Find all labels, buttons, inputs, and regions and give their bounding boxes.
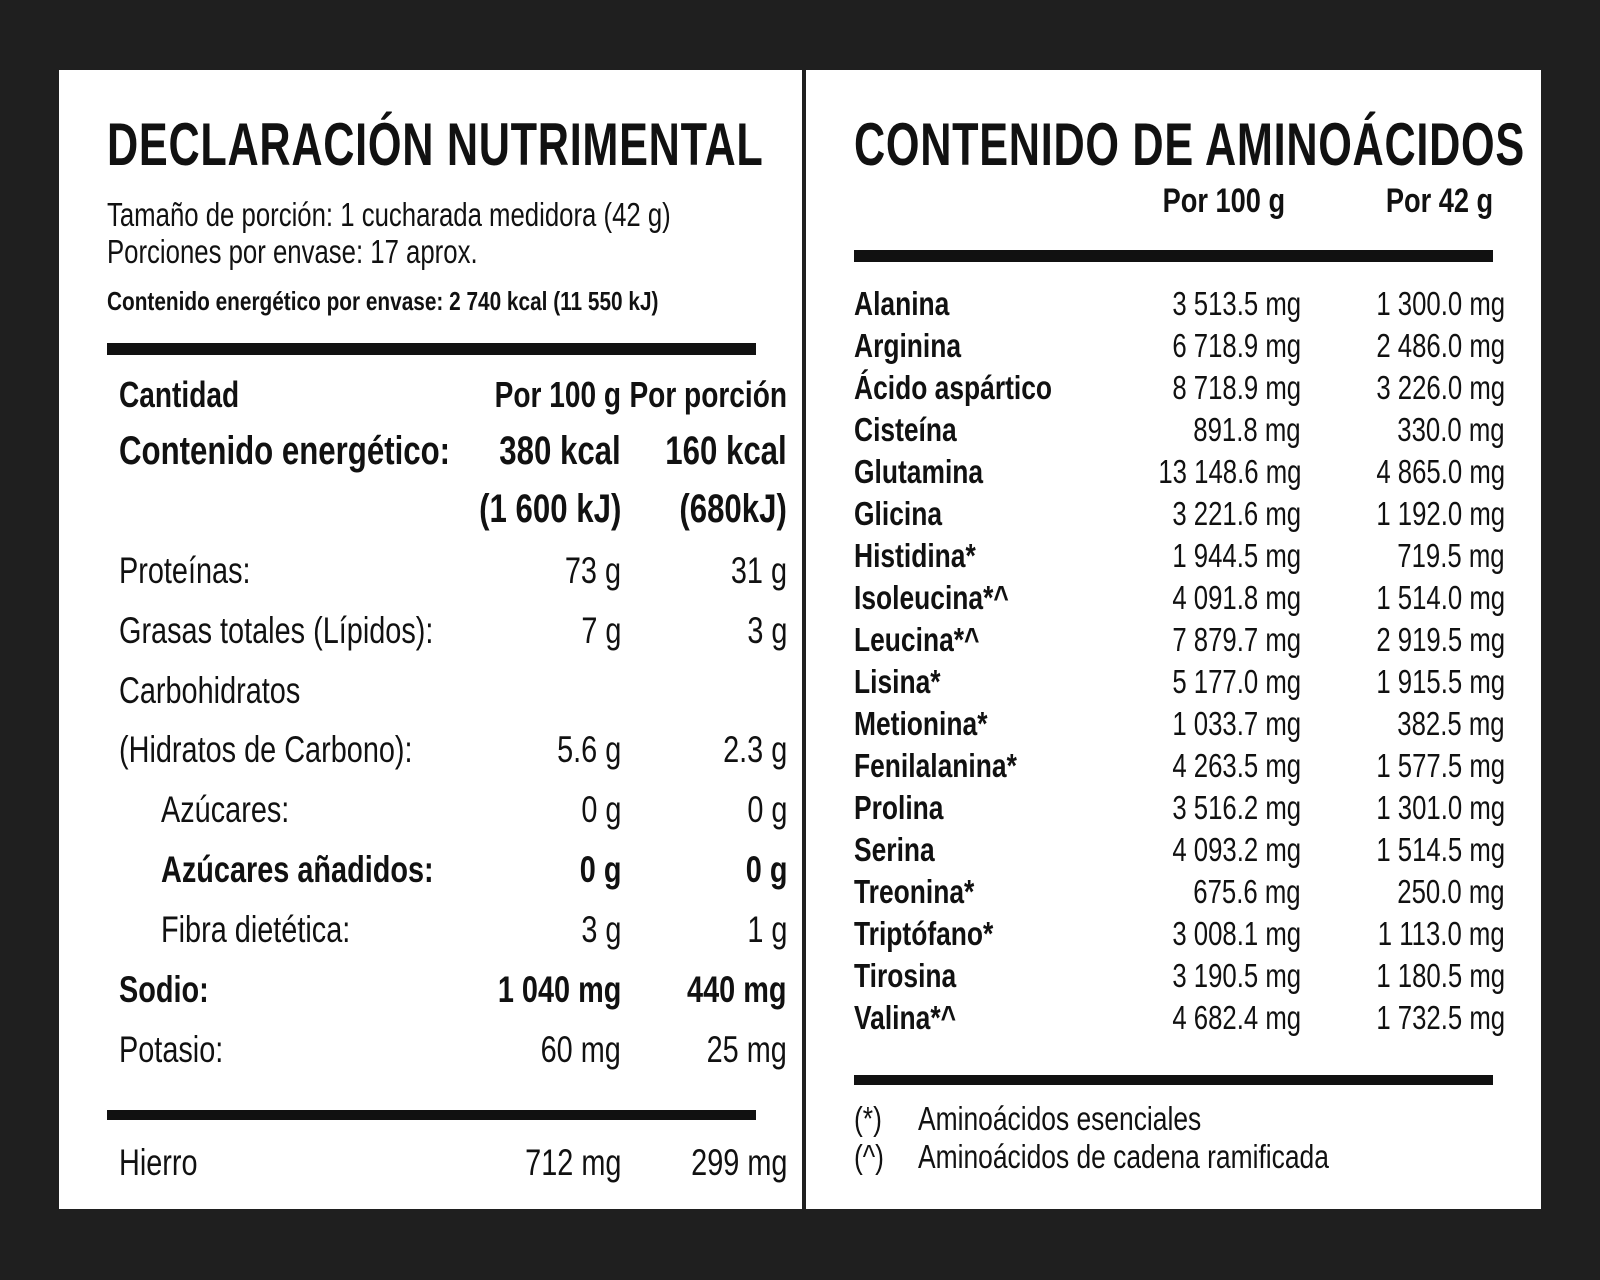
amino-acids-panel <box>806 70 1541 1209</box>
amino-per100: 1 944.5 mg <box>1172 537 1301 574</box>
amino-row <box>854 913 1505 954</box>
amino-row <box>854 451 1505 492</box>
amino-name: Triptófano* <box>854 915 994 952</box>
nutrient-per-serving: 0 g <box>746 789 787 830</box>
amino-per100: 4 682.4 mg <box>1172 999 1301 1036</box>
footnote-branched <box>854 1138 1329 1176</box>
nutrient-per100: 0 g <box>580 789 621 830</box>
amino-name: Glicina <box>854 495 943 532</box>
divider-top <box>854 250 1493 262</box>
amino-row <box>854 661 1505 702</box>
header-per100: Por 100 g <box>494 374 621 415</box>
amino-per42: 719.5 mg <box>1397 537 1505 574</box>
amino-name: Glutamina <box>854 453 984 490</box>
amino-row <box>854 535 1505 576</box>
serving-size: Tamaño de porción: 1 cucharada medidora (42 g) <box>107 196 671 233</box>
nutrient-per-serving: 3 g <box>746 610 787 651</box>
amino-per42: 1 577.5 mg <box>1376 747 1505 784</box>
header-per-serving: Por porción <box>629 374 787 415</box>
amino-per42: 250.0 mg <box>1397 873 1505 910</box>
nutrient-label: (Hidratos de Carbono): <box>119 729 413 770</box>
amino-name: Metionina* <box>854 705 988 742</box>
amino-per42: 1 301.0 mg <box>1376 789 1505 826</box>
amino-per100: 6 718.9 mg <box>1172 327 1301 364</box>
nutrient-per-serving: 440 mg <box>687 969 787 1010</box>
nutrient-per100: 60 mg <box>540 1029 621 1070</box>
nutrient-per-serving: 25 mg <box>706 1029 787 1070</box>
amino-row <box>854 283 1505 324</box>
amino-name: Treonina* <box>854 873 975 910</box>
amino-per42: 1 113.0 mg <box>1378 915 1505 952</box>
amino-per100: 3 221.6 mg <box>1172 495 1301 532</box>
amino-row <box>854 997 1505 1038</box>
column-per100: Por 100 g <box>1162 182 1285 220</box>
amino-row <box>854 745 1505 786</box>
amino-title: CONTENIDO DE AMINOÁCIDOS <box>854 111 1525 178</box>
amino-per42: 1 915.5 mg <box>1376 663 1505 700</box>
amino-per42: 4 865.0 mg <box>1376 453 1505 490</box>
nutrient-label: Sodio: <box>119 969 209 1010</box>
nutrient-label: Carbohidratos <box>119 670 301 711</box>
divider-bottom <box>854 1075 1493 1085</box>
amino-per42: 1 514.0 mg <box>1376 579 1505 616</box>
nutrient-row <box>119 965 787 1015</box>
nutrient-label: Potasio: <box>119 1029 224 1070</box>
amino-row <box>854 703 1505 744</box>
nutrient-per-serving: 31 g <box>730 550 787 591</box>
energy-kcal-per-serving: 160 kcal <box>665 429 787 473</box>
nutrient-per100: 1 040 mg <box>497 969 621 1010</box>
nutrition-facts-panel <box>59 70 802 1209</box>
amino-row <box>854 871 1505 912</box>
servings-per-container: Porciones por envase: 17 aprox. <box>107 233 478 270</box>
nutrient-per100: 3 g <box>580 909 621 950</box>
amino-per100: 3 513.5 mg <box>1172 285 1301 322</box>
iron-per-serving: 299 mg <box>690 1142 787 1183</box>
column-per42: Por 42 g <box>1385 182 1493 220</box>
amino-name: Cisteína <box>854 411 957 448</box>
amino-name: Arginina <box>854 327 962 364</box>
amino-per100: 8 718.9 mg <box>1172 369 1301 406</box>
footnote-essential <box>854 1100 1201 1138</box>
footnote-text: Aminoácidos esenciales <box>918 1100 1202 1137</box>
nutrient-label: Azúcares: <box>161 789 290 830</box>
nutrient-per100: 0 g <box>579 849 621 890</box>
amino-per100: 1 033.7 mg <box>1172 705 1301 742</box>
amino-per42: 1 180.5 mg <box>1376 957 1505 994</box>
amino-name: Histidina* <box>854 537 976 574</box>
amino-per100: 891.8 mg <box>1193 411 1301 448</box>
footnote-symbol: (*) <box>854 1100 882 1137</box>
footnote-symbol: (^) <box>854 1138 884 1175</box>
energy-kj-per-serving: (680kJ) <box>679 487 787 531</box>
iron-per100: 712 mg <box>524 1142 621 1183</box>
amino-name: Prolina <box>854 789 944 826</box>
iron-label: Hierro <box>119 1142 198 1183</box>
nutrient-per100: 5.6 g <box>556 729 621 770</box>
amino-name: Ácido aspártico <box>854 369 1053 406</box>
nutrient-label: Grasas totales (Lípidos): <box>119 610 434 651</box>
energy-kcal-per100: 380 kcal <box>499 429 621 473</box>
divider-bottom <box>107 1110 756 1120</box>
amino-row <box>854 955 1505 996</box>
amino-name: Valina*^ <box>854 999 957 1036</box>
amino-name: Fenilalanina* <box>854 747 1017 784</box>
nutrition-title: DECLARACIÓN NUTRIMENTAL <box>107 111 764 178</box>
nutrient-label: Azúcares añadidos: <box>161 849 434 890</box>
nutrient-per-serving: 2.3 g <box>722 729 787 770</box>
amino-per100: 13 148.6 mg <box>1157 453 1301 490</box>
energy-kj-row <box>119 484 787 534</box>
amino-per100: 3 516.2 mg <box>1172 789 1301 826</box>
amino-per100: 4 263.5 mg <box>1172 747 1301 784</box>
nutrient-per100: 73 g <box>564 550 621 591</box>
nutrient-row <box>119 725 787 775</box>
footnote-text: Aminoácidos de cadena ramificada <box>918 1138 1329 1175</box>
amino-row <box>854 409 1505 450</box>
energy-per-container: Contenido energético por envase: 2 740 kcal (11 550 kJ) <box>107 286 659 316</box>
amino-row <box>854 367 1505 408</box>
amino-name: Alanina <box>854 285 950 322</box>
energy-row <box>119 426 787 476</box>
divider-top <box>107 343 756 355</box>
header-quantity: Cantidad <box>119 374 240 415</box>
nutrient-row <box>119 546 787 596</box>
amino-per100: 4 093.2 mg <box>1172 831 1301 868</box>
amino-name: Tirosina <box>854 957 957 994</box>
nutrient-row <box>119 606 787 656</box>
amino-per100: 4 091.8 mg <box>1172 579 1301 616</box>
amino-per100: 3 190.5 mg <box>1172 957 1301 994</box>
amino-row <box>854 619 1505 660</box>
amino-row <box>854 325 1505 366</box>
nutrient-per100: 7 g <box>580 610 621 651</box>
amino-row <box>854 787 1505 828</box>
nutrient-per-serving: 0 g <box>745 849 787 890</box>
nutrient-label: Proteínas: <box>119 550 251 591</box>
amino-per42: 2 919.5 mg <box>1376 621 1505 658</box>
amino-per100: 7 879.7 mg <box>1172 621 1301 658</box>
amino-per100: 5 177.0 mg <box>1172 663 1301 700</box>
amino-per42: 330.0 mg <box>1397 411 1505 448</box>
nutrient-row <box>119 785 787 835</box>
amino-per42: 1 514.5 mg <box>1376 831 1505 868</box>
nutrition-header-row <box>119 370 787 420</box>
amino-name: Leucina*^ <box>854 621 980 658</box>
amino-per42: 3 226.0 mg <box>1376 369 1505 406</box>
nutrient-row <box>119 845 787 895</box>
energy-kj-per100: (1 600 kJ) <box>478 487 621 531</box>
iron-row <box>119 1138 787 1188</box>
nutrient-row <box>119 905 787 955</box>
nutrient-label: Fibra dietética: <box>161 909 351 950</box>
amino-row <box>854 829 1505 870</box>
amino-name: Lisina* <box>854 663 941 700</box>
nutrient-row <box>119 1025 787 1075</box>
nutrient-per-serving: 1 g <box>746 909 787 950</box>
amino-per42: 1 300.0 mg <box>1376 285 1505 322</box>
amino-per42: 382.5 mg <box>1397 705 1505 742</box>
amino-row <box>854 493 1505 534</box>
amino-per42: 1 192.0 mg <box>1376 495 1505 532</box>
amino-per100: 675.6 mg <box>1193 873 1301 910</box>
amino-per100: 3 008.1 mg <box>1172 915 1301 952</box>
amino-name: Serina <box>854 831 935 868</box>
amino-per42: 2 486.0 mg <box>1376 327 1505 364</box>
amino-per42: 1 732.5 mg <box>1376 999 1505 1036</box>
energy-label: Contenido energético: <box>119 429 451 473</box>
amino-name: Isoleucina*^ <box>854 579 1009 616</box>
amino-row <box>854 577 1505 618</box>
nutrient-row <box>119 666 749 716</box>
